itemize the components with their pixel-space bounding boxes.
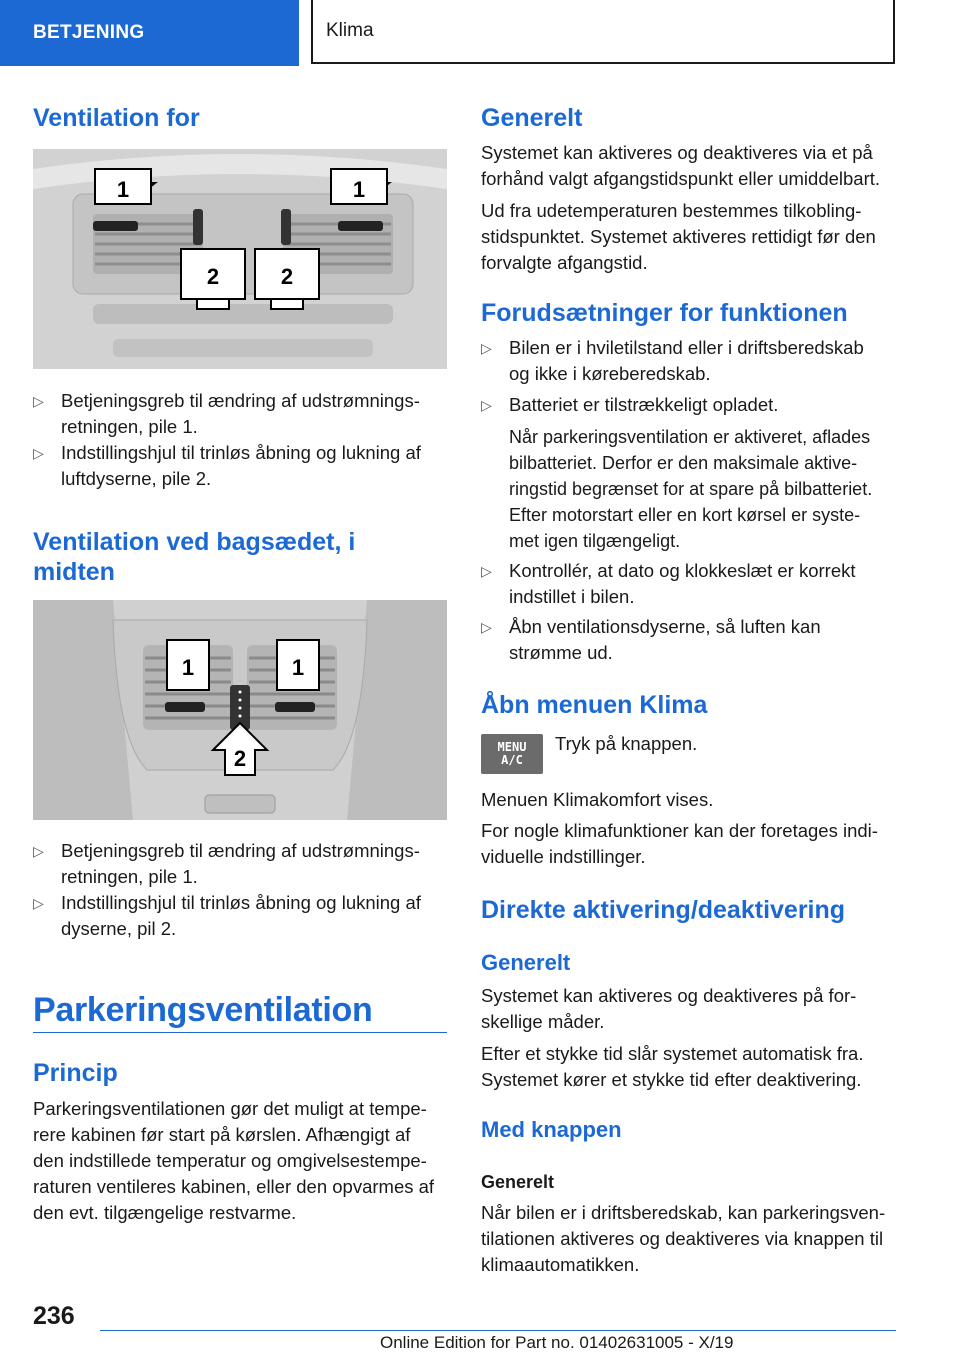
triangle-bullet-icon: ▷: [33, 445, 44, 461]
heading-general: Generelt: [481, 104, 583, 132]
rear-label-1b: 1: [291, 655, 305, 680]
edition-note: Online Edition for Part no. 01402631005 - X/19: [380, 1333, 734, 1352]
front-label-1a: 1: [116, 177, 130, 202]
triangle-bullet-icon: ▷: [33, 895, 44, 911]
heading-open-menu: Åbn menuen Klima: [481, 691, 708, 719]
triangle-bullet-icon: ▷: [481, 340, 492, 356]
heading-principle: Princip: [33, 1059, 118, 1087]
heading-direct-activation: Direkte aktivering/deaktivering: [481, 896, 846, 924]
front-label-2a: 2: [206, 264, 220, 289]
front-bullet-1: ▷ Betjeningsgreb til ændring af udstrømnings- retningen, pile 1.: [33, 390, 420, 437]
menu-shown-text: Menuen Klimakomfort vises.: [481, 789, 714, 810]
page-number: 236: [33, 1302, 75, 1330]
triangle-bullet-icon: ▷: [481, 619, 492, 635]
front-bullet-2: ▷ Indstillingshjul til trinløs åbning og lukning af luftdyserne, pile 2.: [33, 442, 421, 489]
press-button-text: Tryk på knappen.: [555, 733, 698, 754]
rear-bullet-1: ▷ Betjeningsgreb til ændring af udstrømnings- retningen, pile 1.: [33, 840, 420, 887]
triangle-bullet-icon: ▷: [33, 393, 44, 409]
triangle-bullet-icon: ▷: [481, 563, 492, 579]
heading-with-button: Med knappen: [481, 1117, 622, 1142]
heading-rear-ventilation: Ventilation ved bagsædet, i midten: [33, 528, 356, 586]
general-paragraph-2: Ud fra udetemperaturen bestemmes tilkobling- stidspunktet. Systemet aktiveres rettidigt før den forvalgte afgangstid.: [481, 200, 876, 273]
front-label-2b: 2: [280, 264, 294, 289]
rear-bullet-2: ▷ Indstillingshjul til trinløs åbning og lukning af dyserne, pil 2.: [33, 892, 421, 939]
individual-settings-text: For nogle klimafunktioner kan der foretages indi- viduelle indstillinger.: [481, 820, 878, 867]
menu-ac-button-icon: MENU A/C: [481, 734, 543, 774]
heading-parking-ventilation: Parkeringsventilation: [33, 991, 373, 1029]
heading-general-2: Generelt: [481, 950, 571, 975]
front-label-1b: 1: [352, 177, 366, 202]
footer-rule: [100, 1330, 896, 1331]
prereq-bullet-4: ▷ Åbn ventilationsdyserne, så luften kan strømme ud.: [481, 616, 821, 663]
triangle-bullet-icon: ▷: [33, 843, 44, 859]
rear-vents-photo: [33, 600, 447, 820]
rear-label-1a: 1: [181, 655, 195, 680]
heading-prerequisites: Forudsætninger for funktionen: [481, 299, 848, 327]
general-paragraph-1: Systemet kan aktiveres og deaktiveres via et på forhånd valgt afgangstidspunkt eller umiddelbart.: [481, 142, 881, 189]
heading-front-ventilation: Ventilation for: [33, 104, 200, 132]
page-header: [0, 0, 960, 66]
prereq-note: Når parkeringsventilation er aktiveret, aflades bilbatteriet. Derfor er den maksimale aktive- ringstid begrænset for at spare på bilbatteriet. Efter motorstart eller en kort kørsel er syste- met igen tilgængeligt.: [509, 427, 873, 551]
prereq-bullet-1: ▷ Bilen er i hviletilstand eller i driftsberedskab og ikke i køreberedskab.: [481, 337, 864, 384]
prereq-bullet-2: ▷ Batteriet er tilstrækkeligt opladet.: [481, 392, 896, 418]
section-rule: [33, 1032, 447, 1033]
front-vents-photo: [33, 149, 447, 369]
button-paragraph: Når bilen er i driftsberedskab, kan parkeringsven- tilationen aktiveres og deaktiveres via knappen til klimaautomatikken.: [481, 1202, 886, 1275]
heading-general-3: Generelt: [481, 1172, 555, 1192]
chapter-tab: Klima: [311, 0, 895, 64]
principle-text: Parkeringsventilationen gør det muligt at tempe- rere kabinen før start på kørslen. Afhængigt af den indstillede temperatur og omgivelsestempe- raturen ventileres kabinen, eller den opvarmes af den evt. tilgængelige restvarme.: [33, 1098, 435, 1223]
section-tab: BETJENING: [0, 0, 299, 66]
prereq-bullet-3: ▷ Kontrollér, at dato og klokkeslæt er korrekt indstillet i bilen.: [481, 560, 856, 607]
direct-paragraph-2: Efter et stykke tid slår systemet automatisk fra. Systemet kører et stykke tid efter deaktivering.: [481, 1043, 864, 1090]
rear-label-2: 2: [233, 746, 247, 771]
direct-paragraph-1: Systemet kan aktiveres og deaktiveres på for- skellige måder.: [481, 985, 857, 1032]
triangle-bullet-icon: ▷: [481, 397, 492, 413]
